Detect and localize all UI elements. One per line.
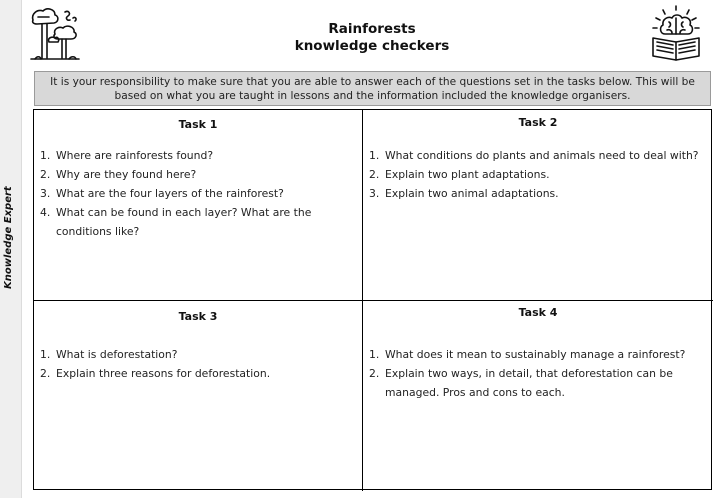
task-2-title: Task 2 (518, 116, 558, 129)
title-line-1: Rainforests (328, 21, 416, 37)
list-item: 2. Explain two plant adaptations. (369, 168, 550, 181)
list-item: 1. What does it mean to sustainably manage a rainforest? (369, 348, 686, 361)
list-item: 3. Explain two animal adaptations. (369, 187, 559, 200)
brain-book-icon (647, 4, 705, 62)
list-item: 3. What are the four layers of the rainforest? (40, 187, 284, 200)
task-2-list (369, 146, 713, 203)
side-bar (0, 0, 22, 498)
list-item: 4. What can be found in each layer? What are the conditions like? (40, 206, 312, 238)
task-4-cell (363, 301, 713, 491)
task-3-title: Task 3 (178, 310, 218, 323)
list-item: 1. Where are rainforests found? (40, 149, 214, 162)
task-1-title: Task 1 (178, 118, 218, 131)
task-4-list (369, 345, 699, 402)
list-item: 2. Explain two ways, in detail, that deforestation can be managed. Pros and cons to each. (369, 367, 673, 399)
side-label: Knowledge Expert (3, 186, 14, 289)
task-3-list (40, 345, 340, 383)
list-item: 1. What conditions do plants and animals need to deal with? (369, 149, 699, 162)
task-1-cell (34, 110, 362, 300)
task-1-list (40, 146, 340, 241)
list-item: 2. Explain three reasons for deforestation. (40, 367, 271, 380)
rainforest-trees-icon (29, 6, 81, 64)
task-grid (33, 109, 712, 490)
list-item: 1. What is deforestation? (40, 348, 178, 361)
list-item: 2. Why are they found here? (40, 168, 197, 181)
intro-banner: It is your responsibility to make sure that you are able to answer each of the questions set in the tasks below. This will be based on what you are taught in lessons and the information included the knowledge organisers. (34, 71, 711, 106)
task-2-cell (363, 110, 713, 300)
page-title (222, 21, 522, 55)
task-3-cell (34, 301, 362, 491)
title-line-2: knowledge checkers (294, 38, 450, 54)
task-4-title: Task 4 (518, 306, 558, 319)
